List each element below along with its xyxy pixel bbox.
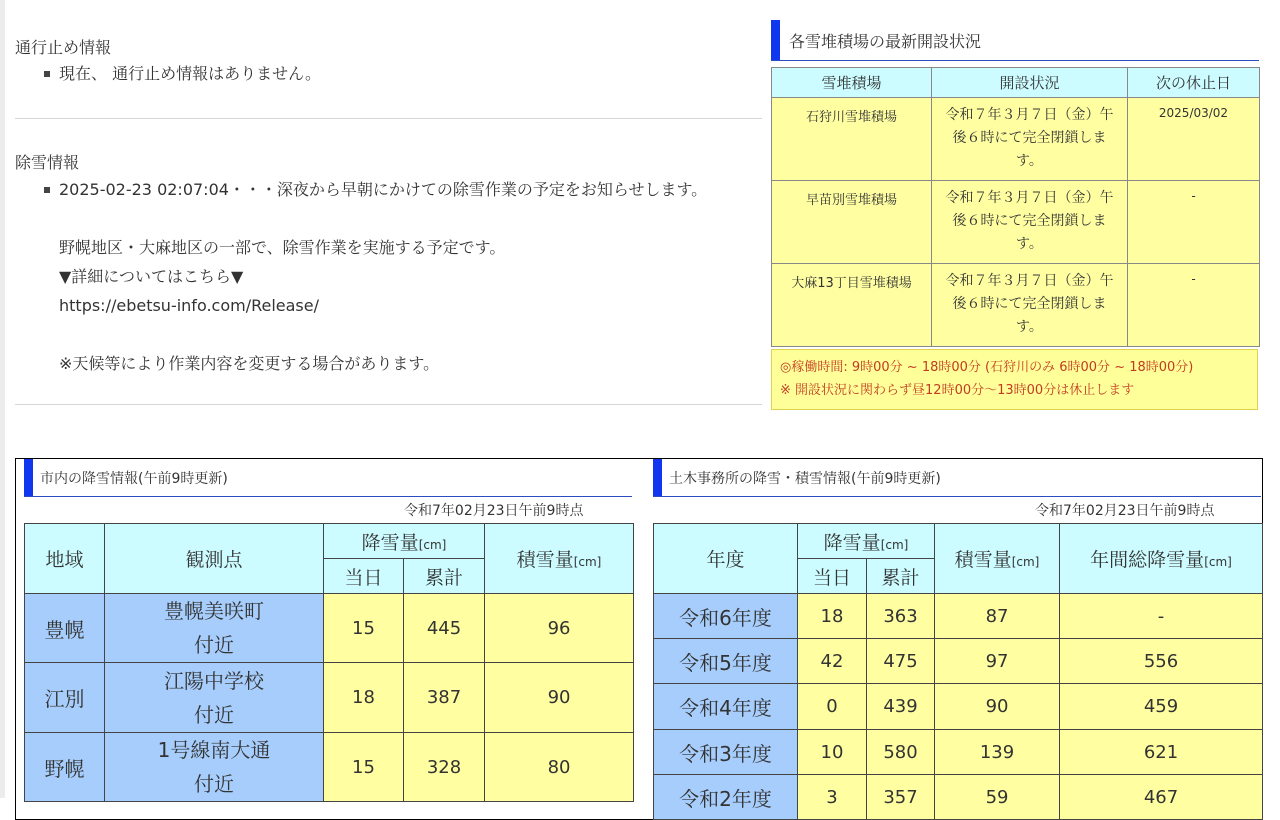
site-status: 令和７年３月７日（金）午 後６時にて完全閉鎖しま す。 bbox=[945, 273, 1114, 335]
annual-cell: 621 bbox=[1060, 730, 1263, 775]
col-header-site: 雪堆積場 bbox=[772, 68, 932, 98]
depth-cell: 59 bbox=[935, 775, 1060, 820]
col-header-point: 観測点 bbox=[105, 524, 324, 594]
annual-cell: 556 bbox=[1060, 639, 1263, 684]
operating-hours-note bbox=[771, 349, 1258, 410]
table-row bbox=[654, 594, 1263, 639]
removal-line: ▼詳細についてはこちら▼ bbox=[59, 267, 244, 286]
total-cell: 439 bbox=[867, 684, 935, 730]
col-header-total: 累計 bbox=[867, 559, 935, 594]
dump-sites-header bbox=[771, 20, 1259, 61]
today-cell: 0 bbox=[798, 684, 867, 730]
office-snow-timestamp: 令和7年02月23日午前9時点 bbox=[1035, 503, 1215, 519]
point-cell: 1号線南大通 付近 bbox=[105, 733, 324, 802]
total-cell: 328 bbox=[404, 733, 485, 802]
office-snow-table bbox=[653, 523, 1263, 820]
table-row bbox=[654, 639, 1263, 684]
today-cell: 18 bbox=[324, 663, 404, 733]
removal-line: 2025-02-23 02:07:04・・・深夜から早朝にかけての除雪作業の予定をお知らせします。 bbox=[59, 180, 708, 199]
accent-bar bbox=[24, 459, 33, 496]
total-cell: 475 bbox=[867, 639, 935, 684]
table-row bbox=[772, 98, 1260, 181]
area-cell: 野幌 bbox=[25, 733, 105, 802]
today-cell: 3 bbox=[798, 775, 867, 820]
removal-link[interactable]: https://ebetsu-info.com/Release/ bbox=[59, 296, 319, 315]
col-header-today: 当日 bbox=[324, 559, 404, 594]
dump-sites-panel bbox=[771, 20, 1259, 410]
col-header-area: 地域 bbox=[25, 524, 105, 594]
table-row bbox=[654, 775, 1263, 820]
city-snow-timestamp: 令和7年02月23日午前9時点 bbox=[404, 503, 584, 519]
depth-cell: 90 bbox=[485, 663, 634, 733]
annual-cell: 467 bbox=[1060, 775, 1263, 820]
site-next-closure: 2025/03/02 bbox=[1158, 106, 1229, 120]
depth-cell: 80 bbox=[485, 733, 634, 802]
today-cell: 10 bbox=[798, 730, 867, 775]
area-cell: 豊幌 bbox=[25, 594, 105, 663]
col-header-status: 開設状況 bbox=[932, 68, 1128, 98]
point-cell: 豊幌美咲町 付近 bbox=[105, 594, 324, 663]
col-header-today: 当日 bbox=[798, 559, 867, 594]
table-row bbox=[772, 264, 1260, 347]
note-line: ※ 開設状況に関わらず昼12時00分～13時00分は休止します bbox=[780, 383, 1135, 398]
today-cell: 18 bbox=[798, 594, 867, 639]
table-row bbox=[654, 684, 1263, 730]
note-line: ◎稼働時間: 9時00分 ~ 18時00分 (石狩川のみ 6時00分 ~ 18時00分) bbox=[780, 360, 1194, 375]
office-snow-header bbox=[653, 459, 1261, 497]
year-cell: 令和2年度 bbox=[654, 775, 798, 820]
dump-sites-title: 各雪堆積場の最新開設状況 bbox=[789, 32, 982, 51]
col-header-snowfall: 降雪量[cm] bbox=[324, 524, 485, 559]
col-header-total: 累計 bbox=[404, 559, 485, 594]
table-row bbox=[25, 733, 634, 802]
col-header-snowfall: 降雪量[cm] bbox=[798, 524, 935, 559]
office-snow-title: 土木事務所の降雪・積雪情報(午前9時更新) bbox=[669, 471, 941, 487]
bullet-icon bbox=[44, 71, 50, 77]
divider bbox=[15, 404, 762, 405]
depth-cell: 87 bbox=[935, 594, 1060, 639]
point-cell: 江陽中学校 付近 bbox=[105, 663, 324, 733]
depth-cell: 96 bbox=[485, 594, 634, 663]
depth-cell: 90 bbox=[935, 684, 1060, 730]
site-next-closure: - bbox=[1191, 272, 1196, 286]
list-item: 現在、 通行止め情報はありません。 bbox=[15, 59, 762, 88]
total-cell: 445 bbox=[404, 594, 485, 663]
city-snow-table bbox=[24, 523, 634, 802]
annual-cell: 459 bbox=[1060, 684, 1263, 730]
col-header-annual: 年間総降雪量[cm] bbox=[1060, 524, 1263, 594]
col-header-year: 年度 bbox=[654, 524, 798, 594]
today-cell: 42 bbox=[798, 639, 867, 684]
total-cell: 363 bbox=[867, 594, 935, 639]
page-left-border bbox=[0, 0, 5, 798]
total-cell: 580 bbox=[867, 730, 935, 775]
closure-list bbox=[15, 59, 762, 88]
site-name: 大麻13丁目雪堆積場 bbox=[791, 276, 912, 291]
dump-sites-table bbox=[771, 67, 1260, 347]
area-cell: 江別 bbox=[25, 663, 105, 733]
today-cell: 15 bbox=[324, 733, 404, 802]
annual-cell: - bbox=[1060, 594, 1263, 639]
col-header-next: 次の休止日 bbox=[1128, 68, 1260, 98]
snow-removal-list bbox=[15, 175, 775, 378]
year-cell: 令和3年度 bbox=[654, 730, 798, 775]
table-row bbox=[25, 663, 634, 733]
removal-line-blank bbox=[59, 320, 775, 349]
divider bbox=[15, 118, 762, 119]
table-row bbox=[654, 730, 1263, 775]
list-item bbox=[15, 175, 775, 378]
site-status: 令和７年３月７日（金）午 後６時にて完全閉鎖しま す。 bbox=[945, 190, 1114, 252]
site-name: 石狩川雪堆積場 bbox=[805, 110, 897, 125]
removal-line-blank bbox=[59, 204, 775, 233]
site-next-closure: - bbox=[1191, 189, 1196, 203]
table-row bbox=[25, 594, 634, 663]
accent-bar bbox=[653, 459, 662, 496]
office-snow-panel bbox=[647, 458, 1263, 820]
depth-cell: 139 bbox=[935, 730, 1060, 775]
table-row bbox=[772, 181, 1260, 264]
year-cell: 令和4年度 bbox=[654, 684, 798, 730]
city-snow-header bbox=[24, 459, 632, 497]
city-snow-panel bbox=[15, 458, 648, 820]
removal-line: 野幌地区・大麻地区の一部で、除雪作業を実施する予定です。 bbox=[59, 238, 506, 257]
col-header-depth: 積雪量[cm] bbox=[935, 524, 1060, 594]
city-snow-title: 市内の降雪情報(午前9時更新) bbox=[40, 471, 228, 487]
col-header-depth: 積雪量[cm] bbox=[485, 524, 634, 594]
year-cell: 令和5年度 bbox=[654, 639, 798, 684]
total-cell: 387 bbox=[404, 663, 485, 733]
accent-bar bbox=[771, 20, 780, 60]
closure-title: 通行止め情報 bbox=[15, 38, 112, 57]
depth-cell: 97 bbox=[935, 639, 1060, 684]
bullet-icon bbox=[44, 187, 50, 193]
table-header-row bbox=[772, 68, 1260, 98]
site-status: 令和７年３月７日（金）午 後６時にて完全閉鎖しま す。 bbox=[945, 107, 1114, 169]
today-cell: 15 bbox=[324, 594, 404, 663]
total-cell: 357 bbox=[867, 775, 935, 820]
site-name: 早苗別雪堆積場 bbox=[805, 193, 897, 208]
year-cell: 令和6年度 bbox=[654, 594, 798, 639]
snow-removal-title: 除雪情報 bbox=[15, 153, 80, 172]
removal-line: ※天候等により作業内容を変更する場合があります。 bbox=[59, 354, 440, 373]
